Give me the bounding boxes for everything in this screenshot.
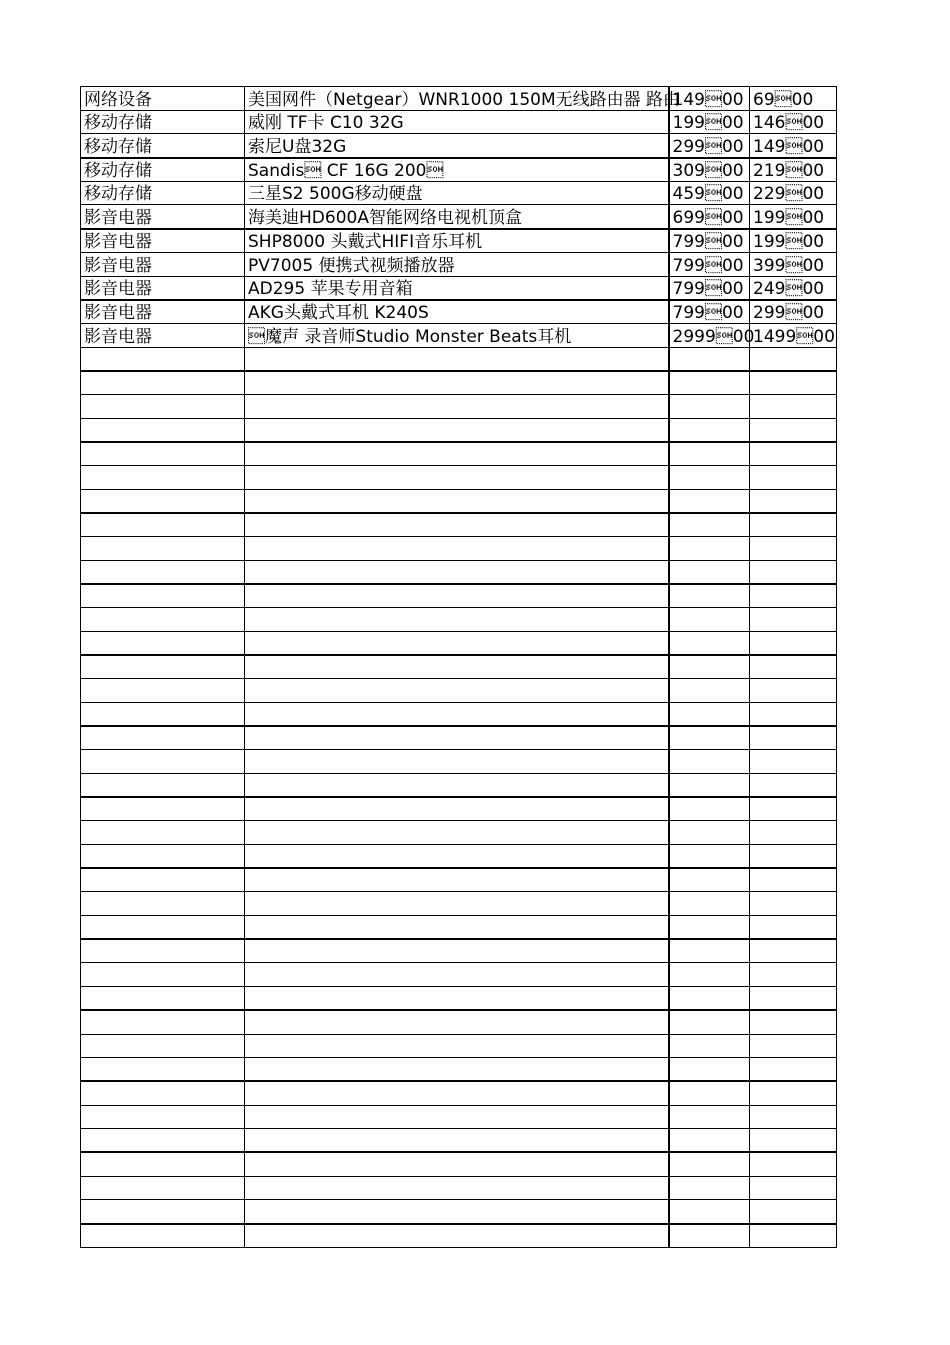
empty-cell-category bbox=[81, 394, 245, 418]
empty-cell-category bbox=[81, 750, 245, 774]
empty-cell-price bbox=[669, 987, 750, 1011]
cell-sale-price: 24900 bbox=[750, 276, 837, 300]
empty-cell-sale-price bbox=[750, 892, 837, 916]
empty-cell-product-name bbox=[245, 726, 669, 750]
empty-cell-price bbox=[669, 371, 750, 395]
empty-cell-price bbox=[669, 821, 750, 845]
empty-cell-category bbox=[81, 1152, 245, 1176]
empty-cell-sale-price bbox=[750, 418, 837, 442]
cell-product-name: PV7005 便携式视频播放器 bbox=[245, 252, 669, 276]
empty-table-row bbox=[81, 1176, 837, 1200]
empty-cell-sale-price bbox=[750, 1105, 837, 1129]
empty-table-row bbox=[81, 631, 837, 655]
cell-product-name: Sandis CF 16G 200 bbox=[245, 158, 669, 182]
empty-table-row bbox=[81, 1224, 837, 1248]
empty-cell-category bbox=[81, 1129, 245, 1153]
empty-cell-price bbox=[669, 963, 750, 987]
empty-cell-product-name bbox=[245, 466, 669, 490]
empty-cell-product-name bbox=[245, 892, 669, 916]
cell-price: 45900 bbox=[669, 181, 750, 205]
empty-cell-price bbox=[669, 608, 750, 632]
empty-table-row bbox=[81, 1129, 837, 1153]
cell-category: 影音电器 bbox=[81, 300, 245, 324]
empty-cell-price bbox=[669, 1176, 750, 1200]
empty-cell-product-name bbox=[245, 821, 669, 845]
empty-table-row bbox=[81, 702, 837, 726]
empty-cell-sale-price bbox=[750, 584, 837, 608]
cell-category: 网络设备 bbox=[81, 87, 245, 111]
empty-cell-product-name bbox=[245, 939, 669, 963]
empty-cell-category bbox=[81, 868, 245, 892]
empty-cell-price bbox=[669, 679, 750, 703]
empty-cell-price bbox=[669, 1010, 750, 1034]
cell-product-name: AKG头戴式耳机 K240S bbox=[245, 300, 669, 324]
empty-cell-price bbox=[669, 1152, 750, 1176]
empty-table-row bbox=[81, 466, 837, 490]
empty-cell-sale-price bbox=[750, 1129, 837, 1153]
empty-cell-category bbox=[81, 1081, 245, 1105]
cell-product-name: 索尼U盘32G bbox=[245, 134, 669, 158]
cell-product-name: 美国网件（Netgear）WNR1000 150M无线路由器 路由 bbox=[245, 87, 669, 111]
empty-table-row bbox=[81, 347, 837, 371]
cell-product-name: 威刚 TF卡 C10 32G bbox=[245, 110, 669, 134]
empty-cell-price bbox=[669, 845, 750, 869]
empty-cell-category bbox=[81, 560, 245, 584]
empty-table-row bbox=[81, 1152, 837, 1176]
empty-table-row bbox=[81, 513, 837, 537]
empty-cell-price bbox=[669, 347, 750, 371]
empty-table-row bbox=[81, 726, 837, 750]
empty-cell-sale-price bbox=[750, 1224, 837, 1248]
empty-cell-product-name bbox=[245, 584, 669, 608]
empty-cell-category bbox=[81, 1105, 245, 1129]
cell-sale-price: 39900 bbox=[750, 252, 837, 276]
empty-cell-price bbox=[669, 868, 750, 892]
empty-cell-product-name bbox=[245, 773, 669, 797]
cell-sale-price: 21900 bbox=[750, 158, 837, 182]
empty-cell-category bbox=[81, 773, 245, 797]
empty-cell-category bbox=[81, 679, 245, 703]
empty-cell-category bbox=[81, 489, 245, 513]
empty-cell-product-name bbox=[245, 750, 669, 774]
empty-cell-category bbox=[81, 797, 245, 821]
empty-cell-category bbox=[81, 821, 245, 845]
empty-cell-product-name bbox=[245, 418, 669, 442]
empty-table-row bbox=[81, 442, 837, 466]
empty-cell-price bbox=[669, 560, 750, 584]
cell-category: 移动存储 bbox=[81, 134, 245, 158]
cell-sale-price: 29900 bbox=[750, 300, 837, 324]
empty-cell-price bbox=[669, 702, 750, 726]
cell-category: 移动存储 bbox=[81, 110, 245, 134]
empty-cell-sale-price bbox=[750, 466, 837, 490]
empty-cell-sale-price bbox=[750, 750, 837, 774]
cell-price: 299900 bbox=[669, 323, 750, 347]
empty-cell-sale-price bbox=[750, 916, 837, 940]
empty-cell-sale-price bbox=[750, 631, 837, 655]
table-row bbox=[81, 87, 837, 111]
empty-cell-product-name bbox=[245, 1034, 669, 1058]
empty-cell-price bbox=[669, 489, 750, 513]
empty-cell-price bbox=[669, 726, 750, 750]
empty-cell-sale-price bbox=[750, 608, 837, 632]
table-body bbox=[81, 87, 837, 1248]
empty-table-row bbox=[81, 797, 837, 821]
empty-table-row bbox=[81, 1010, 837, 1034]
empty-cell-category bbox=[81, 845, 245, 869]
empty-cell-category bbox=[81, 726, 245, 750]
empty-cell-category bbox=[81, 537, 245, 561]
cell-category: 影音电器 bbox=[81, 252, 245, 276]
empty-cell-product-name bbox=[245, 963, 669, 987]
empty-cell-product-name bbox=[245, 1129, 669, 1153]
empty-cell-category bbox=[81, 987, 245, 1011]
empty-cell-price bbox=[669, 773, 750, 797]
empty-cell-price bbox=[669, 631, 750, 655]
empty-cell-sale-price bbox=[750, 537, 837, 561]
empty-cell-price bbox=[669, 750, 750, 774]
empty-cell-product-name bbox=[245, 1058, 669, 1082]
empty-cell-price bbox=[669, 1200, 750, 1224]
cell-product-name: AD295 苹果专用音箱 bbox=[245, 276, 669, 300]
empty-table-row bbox=[81, 987, 837, 1011]
empty-table-row bbox=[81, 655, 837, 679]
empty-cell-sale-price bbox=[750, 655, 837, 679]
empty-table-row bbox=[81, 1105, 837, 1129]
empty-cell-sale-price bbox=[750, 371, 837, 395]
cell-price: 30900 bbox=[669, 158, 750, 182]
empty-table-row bbox=[81, 892, 837, 916]
cell-category: 移动存储 bbox=[81, 181, 245, 205]
product-table bbox=[80, 86, 837, 1248]
empty-cell-price bbox=[669, 1081, 750, 1105]
empty-cell-category bbox=[81, 892, 245, 916]
cell-price: 29900 bbox=[669, 134, 750, 158]
cell-price: 79900 bbox=[669, 300, 750, 324]
empty-cell-sale-price bbox=[750, 797, 837, 821]
empty-cell-sale-price bbox=[750, 394, 837, 418]
empty-table-row bbox=[81, 537, 837, 561]
cell-price: 79900 bbox=[669, 229, 750, 253]
empty-cell-sale-price bbox=[750, 963, 837, 987]
empty-cell-sale-price bbox=[750, 868, 837, 892]
empty-cell-price bbox=[669, 537, 750, 561]
empty-table-row bbox=[81, 916, 837, 940]
empty-cell-sale-price bbox=[750, 939, 837, 963]
empty-cell-product-name bbox=[245, 513, 669, 537]
empty-cell-product-name bbox=[245, 371, 669, 395]
empty-table-row bbox=[81, 868, 837, 892]
cell-product-name: 海美迪HD600A智能网络电视机顶盒 bbox=[245, 205, 669, 229]
cell-product-name: 魔声 录音师Studio Monster Beats耳机 bbox=[245, 323, 669, 347]
empty-cell-price bbox=[669, 418, 750, 442]
empty-cell-sale-price bbox=[750, 489, 837, 513]
empty-table-row bbox=[81, 679, 837, 703]
empty-table-row bbox=[81, 584, 837, 608]
empty-table-row bbox=[81, 1200, 837, 1224]
empty-cell-category bbox=[81, 608, 245, 632]
empty-cell-category bbox=[81, 513, 245, 537]
empty-cell-price bbox=[669, 1034, 750, 1058]
empty-cell-category bbox=[81, 655, 245, 679]
empty-table-row bbox=[81, 560, 837, 584]
empty-cell-category bbox=[81, 466, 245, 490]
empty-cell-sale-price bbox=[750, 442, 837, 466]
empty-cell-sale-price bbox=[750, 702, 837, 726]
table-row bbox=[81, 158, 837, 182]
empty-cell-product-name bbox=[245, 394, 669, 418]
empty-cell-product-name bbox=[245, 631, 669, 655]
empty-cell-product-name bbox=[245, 655, 669, 679]
cell-category: 影音电器 bbox=[81, 276, 245, 300]
empty-cell-price bbox=[669, 1129, 750, 1153]
empty-cell-product-name bbox=[245, 1010, 669, 1034]
table-row bbox=[81, 252, 837, 276]
empty-cell-sale-price bbox=[750, 1058, 837, 1082]
empty-cell-product-name bbox=[245, 797, 669, 821]
cell-sale-price: 6900 bbox=[750, 87, 837, 111]
table-row bbox=[81, 229, 837, 253]
empty-cell-sale-price bbox=[750, 1010, 837, 1034]
empty-cell-category bbox=[81, 1058, 245, 1082]
cell-sale-price: 19900 bbox=[750, 205, 837, 229]
empty-cell-product-name bbox=[245, 845, 669, 869]
cell-sale-price: 19900 bbox=[750, 229, 837, 253]
table-row bbox=[81, 205, 837, 229]
empty-table-row bbox=[81, 1034, 837, 1058]
empty-cell-product-name bbox=[245, 1105, 669, 1129]
cell-price: 69900 bbox=[669, 205, 750, 229]
empty-cell-sale-price bbox=[750, 1176, 837, 1200]
table-row bbox=[81, 323, 837, 347]
empty-cell-product-name bbox=[245, 1224, 669, 1248]
empty-table-row bbox=[81, 608, 837, 632]
cell-sale-price: 14900 bbox=[750, 134, 837, 158]
empty-cell-category bbox=[81, 1010, 245, 1034]
cell-product-name: SHP8000 头戴式HIFI音乐耳机 bbox=[245, 229, 669, 253]
cell-price: 19900 bbox=[669, 110, 750, 134]
empty-cell-category bbox=[81, 418, 245, 442]
empty-cell-price bbox=[669, 916, 750, 940]
table-row bbox=[81, 134, 837, 158]
cell-sale-price: 149900 bbox=[750, 323, 837, 347]
empty-cell-sale-price bbox=[750, 1081, 837, 1105]
empty-cell-sale-price bbox=[750, 513, 837, 537]
table-row bbox=[81, 276, 837, 300]
empty-cell-category bbox=[81, 702, 245, 726]
empty-cell-sale-price bbox=[750, 1200, 837, 1224]
empty-cell-category bbox=[81, 347, 245, 371]
empty-table-row bbox=[81, 750, 837, 774]
cell-sale-price: 22900 bbox=[750, 181, 837, 205]
empty-cell-category bbox=[81, 963, 245, 987]
cell-category: 影音电器 bbox=[81, 229, 245, 253]
empty-cell-sale-price bbox=[750, 560, 837, 584]
empty-cell-category bbox=[81, 584, 245, 608]
empty-cell-sale-price bbox=[750, 679, 837, 703]
empty-cell-product-name bbox=[245, 702, 669, 726]
cell-price: 14900 bbox=[669, 87, 750, 111]
empty-cell-sale-price bbox=[750, 773, 837, 797]
empty-cell-price bbox=[669, 513, 750, 537]
empty-cell-category bbox=[81, 1034, 245, 1058]
empty-cell-category bbox=[81, 939, 245, 963]
empty-cell-product-name bbox=[245, 537, 669, 561]
empty-cell-product-name bbox=[245, 679, 669, 703]
empty-cell-category bbox=[81, 631, 245, 655]
empty-cell-price bbox=[669, 939, 750, 963]
empty-cell-sale-price bbox=[750, 821, 837, 845]
cell-price: 79900 bbox=[669, 252, 750, 276]
empty-table-row bbox=[81, 1081, 837, 1105]
empty-cell-product-name bbox=[245, 489, 669, 513]
empty-cell-sale-price bbox=[750, 726, 837, 750]
empty-cell-category bbox=[81, 371, 245, 395]
empty-cell-category bbox=[81, 1200, 245, 1224]
empty-table-row bbox=[81, 394, 837, 418]
empty-cell-product-name bbox=[245, 347, 669, 371]
empty-cell-category bbox=[81, 1176, 245, 1200]
empty-table-row bbox=[81, 1058, 837, 1082]
empty-cell-product-name bbox=[245, 442, 669, 466]
empty-cell-product-name bbox=[245, 1152, 669, 1176]
empty-cell-price bbox=[669, 466, 750, 490]
empty-cell-sale-price bbox=[750, 845, 837, 869]
empty-cell-product-name bbox=[245, 560, 669, 584]
empty-cell-sale-price bbox=[750, 1152, 837, 1176]
empty-cell-product-name bbox=[245, 1081, 669, 1105]
empty-cell-price bbox=[669, 394, 750, 418]
cell-product-name: 三星S2 500G移动硬盘 bbox=[245, 181, 669, 205]
empty-cell-price bbox=[669, 892, 750, 916]
empty-table-row bbox=[81, 963, 837, 987]
empty-table-row bbox=[81, 418, 837, 442]
empty-cell-price bbox=[669, 1224, 750, 1248]
empty-cell-price bbox=[669, 584, 750, 608]
empty-cell-product-name bbox=[245, 608, 669, 632]
table-row bbox=[81, 181, 837, 205]
empty-table-row bbox=[81, 821, 837, 845]
empty-table-row bbox=[81, 489, 837, 513]
empty-cell-product-name bbox=[245, 868, 669, 892]
empty-cell-product-name bbox=[245, 987, 669, 1011]
empty-cell-product-name bbox=[245, 1176, 669, 1200]
table-row bbox=[81, 300, 837, 324]
empty-cell-price bbox=[669, 1058, 750, 1082]
empty-cell-sale-price bbox=[750, 1034, 837, 1058]
empty-cell-sale-price bbox=[750, 347, 837, 371]
cell-category: 影音电器 bbox=[81, 323, 245, 347]
empty-cell-category bbox=[81, 442, 245, 466]
empty-table-row bbox=[81, 845, 837, 869]
cell-category: 影音电器 bbox=[81, 205, 245, 229]
table-row bbox=[81, 110, 837, 134]
empty-table-row bbox=[81, 939, 837, 963]
empty-cell-category bbox=[81, 1224, 245, 1248]
empty-cell-price bbox=[669, 655, 750, 679]
empty-cell-category bbox=[81, 916, 245, 940]
empty-cell-price bbox=[669, 797, 750, 821]
cell-sale-price: 14600 bbox=[750, 110, 837, 134]
cell-category: 移动存储 bbox=[81, 158, 245, 182]
empty-cell-price bbox=[669, 1105, 750, 1129]
empty-table-row bbox=[81, 773, 837, 797]
empty-cell-sale-price bbox=[750, 987, 837, 1011]
empty-cell-price bbox=[669, 442, 750, 466]
cell-price: 79900 bbox=[669, 276, 750, 300]
empty-cell-product-name bbox=[245, 916, 669, 940]
empty-cell-product-name bbox=[245, 1200, 669, 1224]
empty-table-row bbox=[81, 371, 837, 395]
